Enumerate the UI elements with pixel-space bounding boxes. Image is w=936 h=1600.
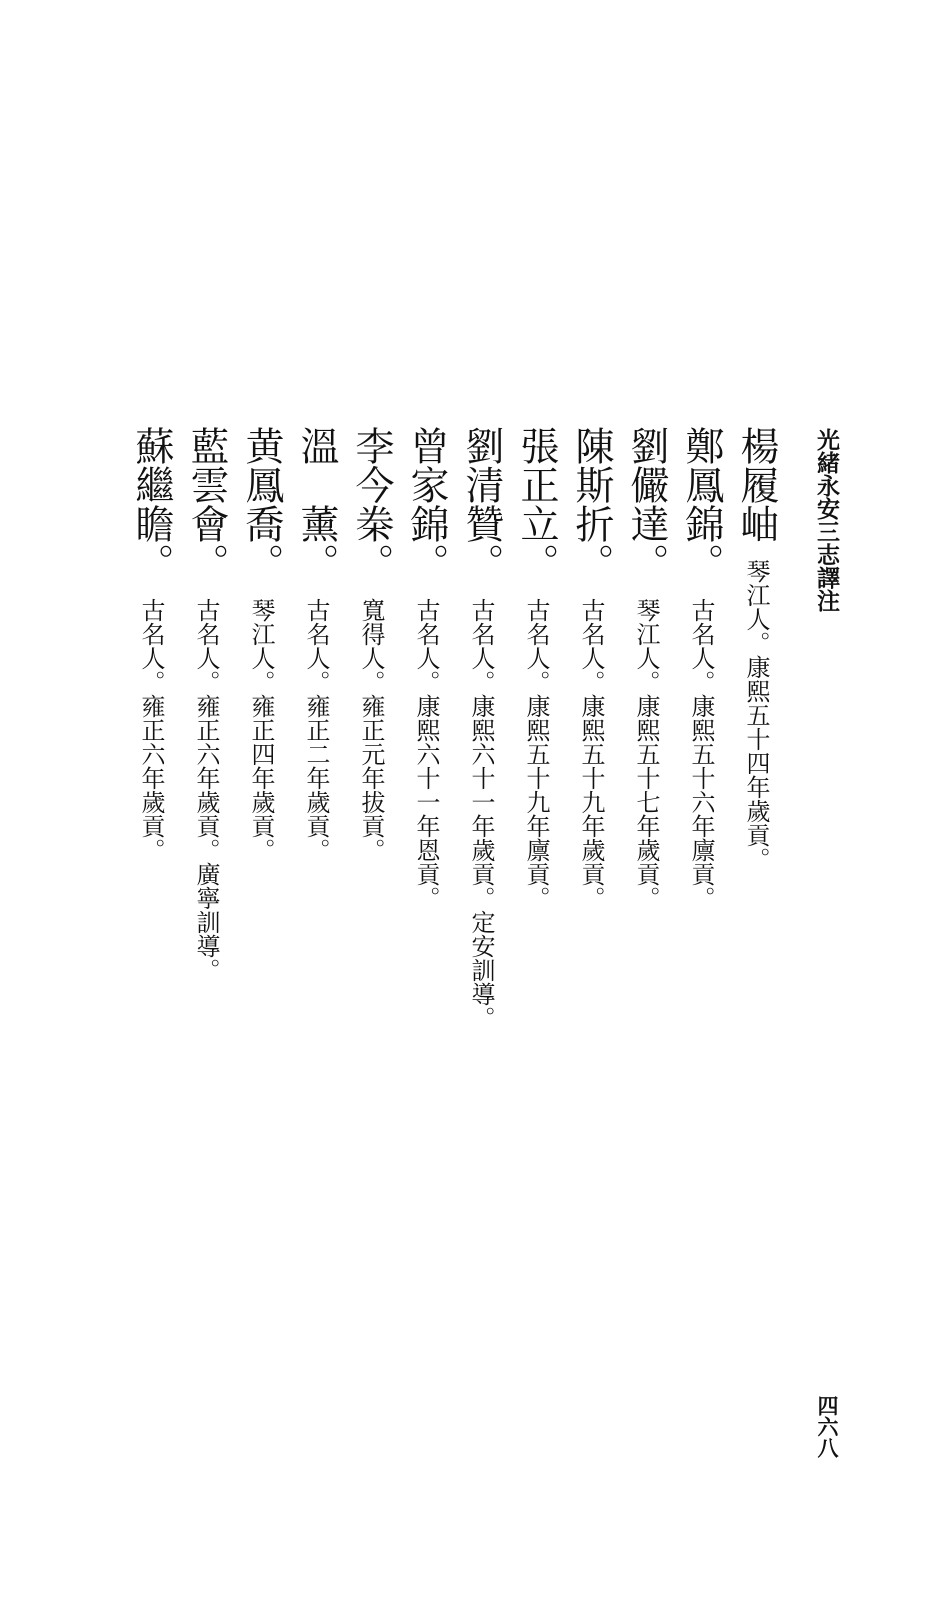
entry-12 [129,426,174,862]
entry-4 [569,426,614,910]
entry-5 [514,426,559,910]
entry-text: 古名人。康熙五十九年廪貢。 [522,598,550,910]
entry-7 [404,426,449,910]
entry-text: 琴江人。康熙五十四年歲貢。 [742,559,770,871]
entry-text: 古名人。雍正六年歲貢。 [137,598,165,862]
entry-name: 曾家錦。 [404,426,449,582]
entry-text: 古名人。康熙五十九年歲貢。 [577,598,605,910]
entry-text: 寬得人。雍正元年拔貢。 [357,598,385,862]
entry-3 [624,426,669,910]
entry-11 [184,426,229,982]
entry-text: 古名人。雍正二年歲貢。 [302,598,330,862]
entry-6 [459,426,504,1030]
page-number: 四六八 [815,1395,840,1458]
entry-text: 琴江人。康熙五十七年歲貢。 [632,598,660,910]
entry-text: 古名人。康熙六十一年恩貢。 [412,598,440,910]
entry-name: 陳斯折。 [569,426,614,582]
entry-8 [349,426,394,862]
entry-text: 古名人。雍正六年歲貢。廣寧訓導。 [192,598,220,982]
running-head: 光緒永安三志譯注 [813,428,840,612]
entry-name: 溫 薰。 [294,426,339,582]
entry-text: 古名人。康熙五十六年廪貢。 [687,598,715,910]
entry-9 [294,426,339,862]
entry-name: 張正立。 [514,426,559,582]
entry-name: 劉儼達。 [624,426,669,582]
entry-name: 蘇繼瞻。 [129,426,174,582]
entry-1 [734,426,779,871]
entry-name: 李今桊。 [349,426,394,582]
entry-text: 古名人。康熙六十一年歲貢。定安訓導。 [467,598,495,1030]
entry-10 [239,426,284,862]
entry-text: 琴江人。雍正四年歲貢。 [247,598,275,862]
entry-name: 藍雲會。 [184,426,229,582]
entry-name: 黄鳳喬。 [239,426,284,582]
entry-name: 楊履岫 [734,426,779,543]
entry-2 [679,426,724,910]
entry-name: 劉清贊。 [459,426,504,582]
entry-name: 鄭鳳錦。 [679,426,724,582]
